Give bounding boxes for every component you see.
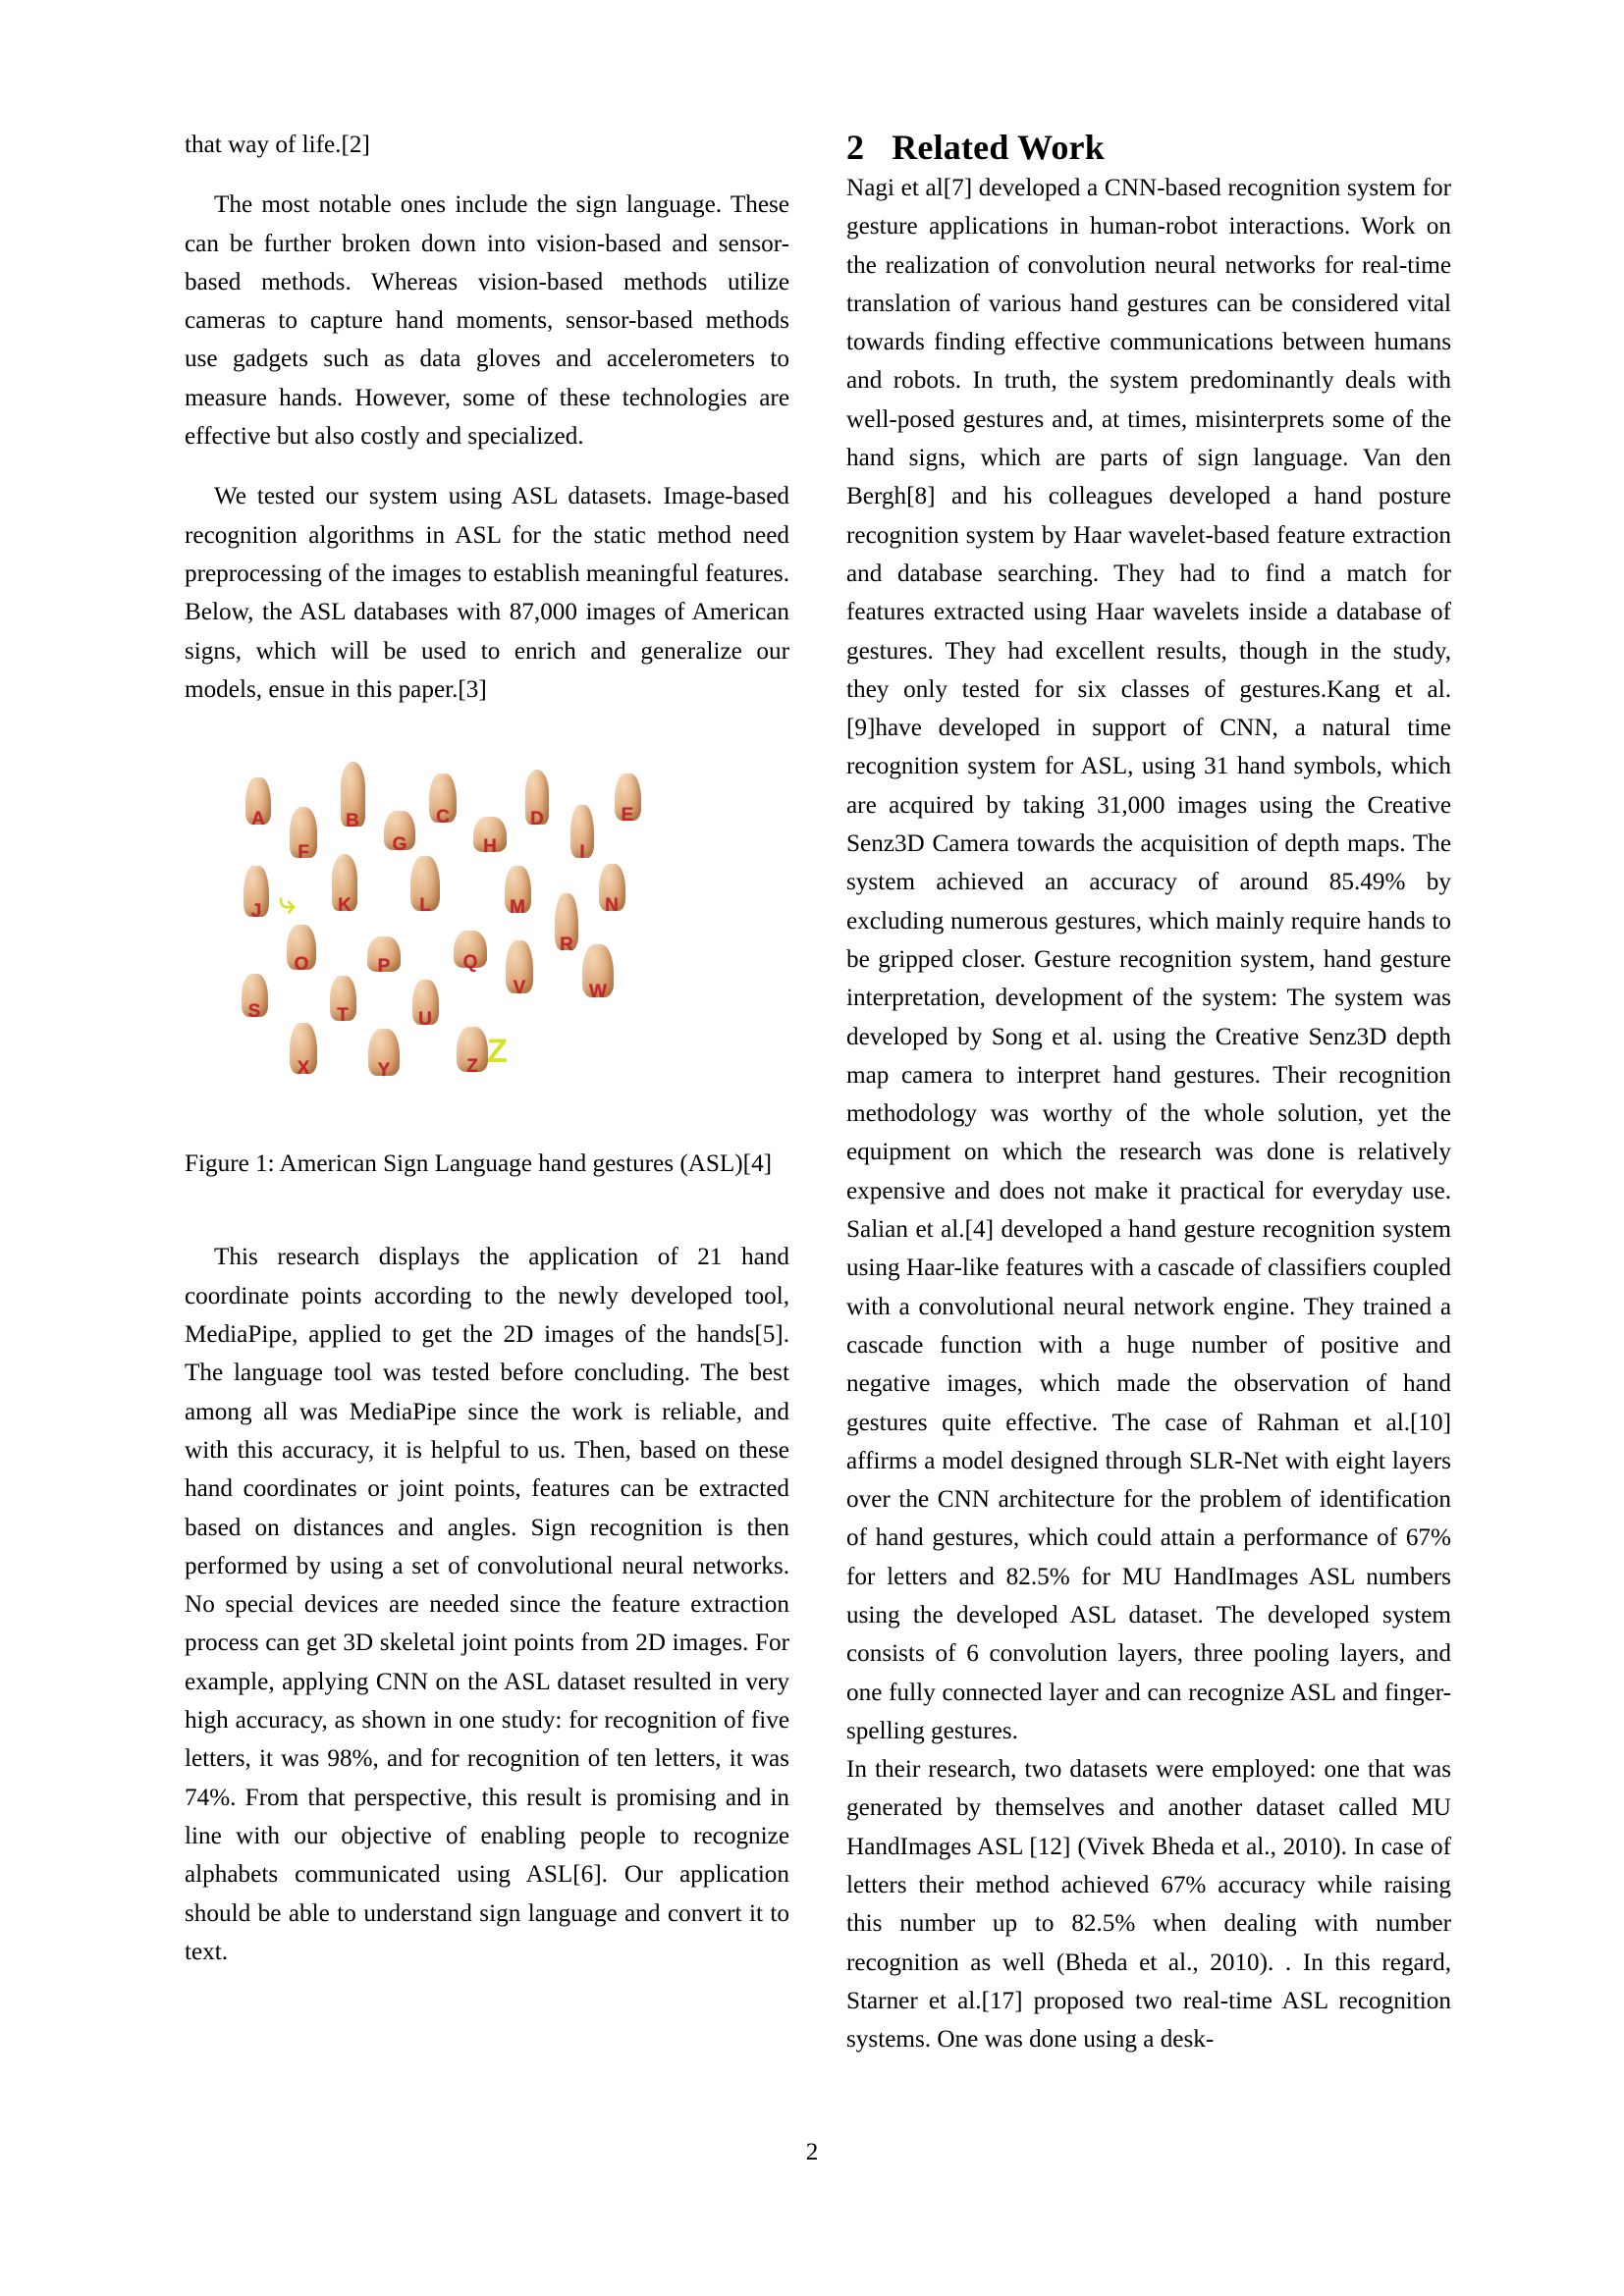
asl-sign-q	[448, 931, 493, 972]
paragraph-asl-datasets: We tested our system using ASL datasets. Image-based recognition algorithms in ASL for the static method need preprocessing of the images to establish meaningful features. Below, the ASL databases with 87,000 images of American signs, which will be used to enrich and generalize our models, ensue in this paper.[3]	[185, 483, 789, 703]
asl-letter-label: O	[294, 954, 309, 976]
asl-letter-label: U	[418, 1009, 432, 1031]
asl-sign-j	[234, 866, 279, 921]
two-column-layout	[185, 126, 1451, 2109]
asl-sign-i	[560, 805, 605, 862]
asl-sign-y	[361, 1029, 406, 1080]
section-number: 2	[846, 128, 865, 167]
asl-letter-label: V	[513, 978, 526, 999]
asl-letter-label: C	[436, 807, 450, 828]
asl-letter-label: R	[560, 934, 573, 956]
asl-sign-f	[281, 807, 326, 862]
page-number: 2	[805, 2139, 819, 2165]
motion-arc-j: ⤷	[279, 887, 296, 921]
asl-sign-m	[495, 866, 540, 917]
asl-letter-label: T	[337, 1005, 349, 1027]
asl-letter-label: N	[605, 895, 619, 917]
asl-sign-a	[236, 777, 281, 828]
asl-letter-label: E	[621, 805, 634, 827]
figure-image	[185, 756, 789, 1119]
asl-letter-label: S	[247, 1001, 261, 1023]
asl-sign-l	[403, 856, 448, 915]
asl-sign-v	[497, 940, 542, 997]
asl-sign-n	[589, 864, 634, 915]
section-heading-related-work	[846, 126, 1451, 169]
asl-sign-c	[420, 774, 465, 827]
asl-letter-label: D	[530, 809, 544, 830]
asl-sign-p	[361, 936, 406, 976]
asl-hand-grid	[185, 756, 789, 1119]
right-column	[846, 126, 1451, 2109]
figure-caption: Figure 1: American Sign Language hand gestures (ASL)[4]	[185, 1150, 773, 1178]
section-title: Related Work	[892, 128, 1105, 167]
asl-letter-label: Q	[462, 952, 478, 974]
paragraph-related-work-2: In their research, two datasets were employed: one that was generated by themselves and another dataset called MU HandImages ASL [12] (Vivek Bheda et al., 2010). In case of letters their method achieved 67% accuracy while raising this number up to 82.5% when dealing with number recognition as well (Bheda et al., 2010). . In this regard, Starner et al.[17] proposed two real-time ASL recognition systems. One was done using a desk-	[846, 1756, 1451, 2054]
asl-sign-o	[279, 925, 324, 974]
asl-sign-x	[281, 1023, 326, 1078]
figure-asl-alphabet	[185, 756, 789, 1183]
paragraph-related-work-1: Nagi et al[7] developed a CNN-based recognition system for gesture applications in human-robot interactions. Work on the realization of convolution neural networks for real-time translation of various hand gestures can be considered vital towards finding effective communications between humans and robots. In truth, the system predominantly deals with well-posed gestures and, at times, misinterprets some of the hand signs, which are parts of sign language. Van den Bergh[8] and his colleagues developed a hand posture recognition system by Haar wavelet-based feature extraction and database searching. They had to find a match for features extracted using Haar wavelets inside a database of gestures. They had excellent results, though in the study, they only tested for six classes of gestures.Kang et al.[9]have developed in support of CNN, a natural time recognition system for ASL, using 31 hand symbols, which are acquired by taking 31,000 images using the Creative Senz3D Camera towards the acquisition of depth maps. The system achieved an accuracy of around 85.49% by excluding numerous gestures, which mainly require hands to be gripped closer. Gesture recognition system, hand gesture interpretation, development of the system: The system was developed by Song et al. using the Creative Senz3D depth map camera to interpret hand gestures. Their recognition methodology was worthy of the whole solution, yet the equipment on which the research was done is relatively expensive and does not make it practical for everyday use. Salian et al.[4] developed a hand gesture recognition system using Haar-like features with a cascade of classifiers coupled with a convolutional neural network engine. They trained a cascade function with a huge number of positive and negative images, which made the observation of hand gestures quite effective. The case of Rahman et al.[10] affirms a model designed through SLR-Net with eight layers over the CNN architecture for the problem of identification of hand gestures, which could attain a performance of 67% for letters and 82.5% for MU HandImages ASL numbers using the developed ASL dataset. The developed system consists of 6 convolution layers, three pooling layers, and one fully connected layer and can recognize ASL and finger-spelling gestures.	[846, 175, 1451, 1744]
asl-sign-k	[322, 854, 367, 915]
asl-letter-label: K	[338, 895, 352, 917]
left-column	[185, 126, 789, 2109]
asl-letter-label: M	[510, 897, 525, 919]
asl-letter-label: W	[589, 982, 607, 1003]
figure-spacer	[185, 1183, 789, 1238]
asl-letter-label: X	[297, 1058, 310, 1080]
asl-letter-label: G	[392, 834, 407, 856]
asl-sign-t	[320, 976, 365, 1025]
continuation-line: that way of life.[2]	[185, 132, 370, 158]
asl-letter-label: F	[298, 842, 309, 864]
asl-letter-label: J	[250, 901, 262, 923]
asl-letter-label: A	[251, 809, 265, 830]
asl-letter-label: P	[377, 956, 391, 978]
asl-sign-e	[605, 774, 650, 825]
asl-sign-s	[232, 974, 277, 1021]
motion-zigzag-z: Z	[487, 1033, 508, 1071]
asl-sign-g	[377, 811, 422, 854]
asl-sign-w	[575, 944, 621, 1001]
asl-sign-u	[403, 980, 448, 1029]
asl-letter-label: I	[579, 842, 585, 864]
paragraph-mediapipe: This research displays the application of 21 hand coordinate points according to the newly developed tool, MediaPipe, applied to get the 2D images of the hands[5]. The language tool was tested before concluding. The best among all was MediaPipe since the work is reliable, and with this accuracy, it is helpful to us. Then, based on these hand coordinates or joint points, features can be extracted based on distances and angles. Sign recognition is then performed by using a set of convolutional neural networks. No special devices are needed since the feature extraction process can get 3D skeletal joint points from 2D images. For example, applying CNN on the ASL dataset resulted in very high accuracy, as shown in one study: for recognition of five letters, it was 98%, and for recognition of ten letters, it was 74%. From that perspective, this result is promising and in line with our objective of enabling people to recognize alphabets communicated using ASL[6]. Our application should be able to understand sign language and convert it to text.	[185, 1244, 789, 1965]
asl-sign-h	[467, 817, 513, 856]
paragraph-notable-ones: The most notable ones include the sign language. These can be further broken down into vision-based and sensor-based methods. Whereas vision-based methods utilize cameras to capture hand moments, sensor-based methods use gadgets such as data gloves and accelerometers to measure hands. However, some of these technologies are effective but also costly and specialized.	[185, 191, 789, 451]
asl-letter-label: Y	[377, 1060, 391, 1082]
asl-sign-b	[330, 762, 375, 830]
asl-letter-label: L	[419, 895, 431, 917]
asl-letter-label: B	[346, 811, 359, 832]
asl-letter-label: H	[483, 836, 497, 858]
asl-letter-label: Z	[466, 1056, 478, 1078]
asl-sign-d	[514, 770, 560, 828]
